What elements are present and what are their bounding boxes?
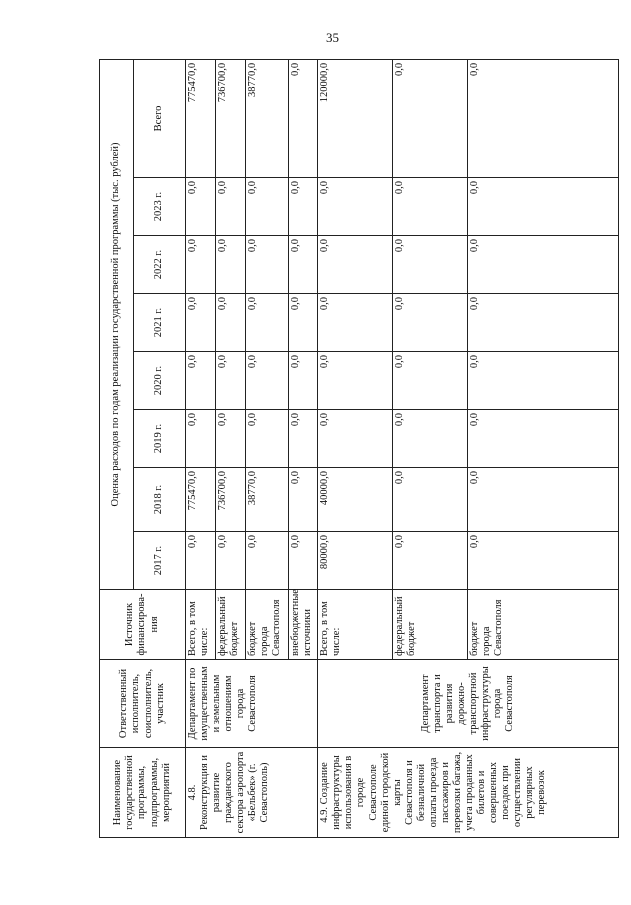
table-row	[186, 59, 216, 837]
value-cell: 0,0	[186, 236, 216, 294]
value-cell: 0,0	[245, 532, 288, 590]
table-row	[318, 59, 393, 837]
header-year: 2017 г.	[134, 532, 186, 590]
value-cell: 0,0	[392, 468, 467, 532]
value-cell: 0,0	[288, 178, 318, 236]
value-cell: 0,0	[467, 532, 618, 590]
value-cell: 0,0	[467, 178, 618, 236]
measure-executor: Департамент по имущественным и земельным отношениям города Севастополя	[186, 660, 318, 748]
source-cell: Всего, в том числе:	[318, 590, 393, 660]
value-cell: 0,0	[215, 178, 245, 236]
value-cell: 0,0	[467, 410, 618, 468]
source-cell: внебюджетные источники	[288, 590, 318, 660]
measure-name: 4.9. Создание инфраструктуры использования в городе Севастополе единой городской карты Севастополя и безналичной оплаты проезда пассажиров и перевозки багажа, учета проданных билетов и совершенных поездок при осуществлении регулярных перевозок	[318, 748, 619, 838]
value-cell: 0,0	[215, 532, 245, 590]
header-year: 2021 г.	[134, 294, 186, 352]
source-cell: Всего, в том числе:	[186, 590, 216, 660]
table-frame	[99, 60, 619, 838]
value-cell: 0,0	[288, 236, 318, 294]
value-cell: 0,0	[392, 352, 467, 410]
value-cell: 0,0	[245, 410, 288, 468]
page-number: 35	[326, 30, 339, 45]
value-cell: 736700,0	[215, 468, 245, 532]
value-cell: 0,0	[467, 352, 618, 410]
value-cell: 0,0	[186, 532, 216, 590]
source-cell: федеральный бюджет	[215, 590, 245, 660]
value-cell: 0,0	[318, 410, 393, 468]
value-cell: 0,0	[392, 532, 467, 590]
value-cell: 38770,0	[245, 468, 288, 532]
value-cell: 0,0	[288, 410, 318, 468]
value-cell: 0,0	[186, 294, 216, 352]
finance-table	[99, 59, 619, 838]
value-cell: 0,0	[467, 294, 618, 352]
source-cell: бюджет города Севастополя	[245, 590, 288, 660]
total-cell: 0,0	[288, 59, 318, 177]
value-cell: 0,0	[318, 178, 393, 236]
header-year: 2022 г.	[134, 236, 186, 294]
value-cell: 775470,0	[186, 468, 216, 532]
value-cell: 0,0	[215, 236, 245, 294]
total-cell: 0,0	[392, 59, 467, 177]
value-cell: 0,0	[215, 294, 245, 352]
measure-executor: Департамент транспорта и развития дорожно-транспортной инфраструктуры города Севастополя	[318, 660, 619, 748]
value-cell: 0,0	[288, 294, 318, 352]
value-cell: 40000,0	[318, 468, 393, 532]
total-cell: 736700,0	[215, 59, 245, 177]
value-cell: 0,0	[392, 236, 467, 294]
total-cell: 0,0	[467, 59, 618, 177]
measure-name: 4.8. Реконструкция и развитие гражданского сектора аэропорта «Бельбек» (г. Севастополь)	[186, 748, 318, 838]
value-cell: 0,0	[288, 352, 318, 410]
value-cell: 0,0	[186, 352, 216, 410]
total-cell: 775470,0	[186, 59, 216, 177]
value-cell: 0,0	[467, 236, 618, 294]
value-cell: 80000,0	[318, 532, 393, 590]
header-year: 2020 г.	[134, 352, 186, 410]
header-total: Всего	[134, 59, 186, 177]
value-cell: 0,0	[392, 410, 467, 468]
header-year: 2019 г.	[134, 410, 186, 468]
value-cell: 0,0	[245, 294, 288, 352]
value-cell: 0,0	[245, 236, 288, 294]
header-year: 2018 г.	[134, 468, 186, 532]
header-source: Источник финансирова-ния	[100, 590, 186, 660]
value-cell: 0,0	[215, 410, 245, 468]
value-cell: 0,0	[392, 178, 467, 236]
value-cell: 0,0	[245, 352, 288, 410]
header-year: 2023 г.	[134, 178, 186, 236]
header-estimate: Оценка расходов по годам реализации государственной программы (тыс. рублей)	[100, 59, 134, 589]
total-cell: 38770,0	[245, 59, 288, 177]
source-cell: бюджет города Севастополя	[467, 590, 618, 660]
value-cell: 0,0	[215, 352, 245, 410]
value-cell: 0,0	[288, 468, 318, 532]
value-cell: 0,0	[392, 294, 467, 352]
value-cell: 0,0	[186, 410, 216, 468]
total-cell: 120000,0	[318, 59, 393, 177]
value-cell: 0,0	[186, 178, 216, 236]
value-cell: 0,0	[245, 178, 288, 236]
header-name: Наименование государственной программы, подпрограммы, мероприятий	[100, 748, 186, 838]
value-cell: 0,0	[288, 532, 318, 590]
source-cell: федеральный бюджет	[392, 590, 467, 660]
value-cell: 0,0	[318, 352, 393, 410]
value-cell: 0,0	[467, 468, 618, 532]
value-cell: 0,0	[318, 236, 393, 294]
value-cell: 0,0	[318, 294, 393, 352]
header-executor: Ответственный исполнитель, соисполнитель, участник	[100, 660, 186, 748]
